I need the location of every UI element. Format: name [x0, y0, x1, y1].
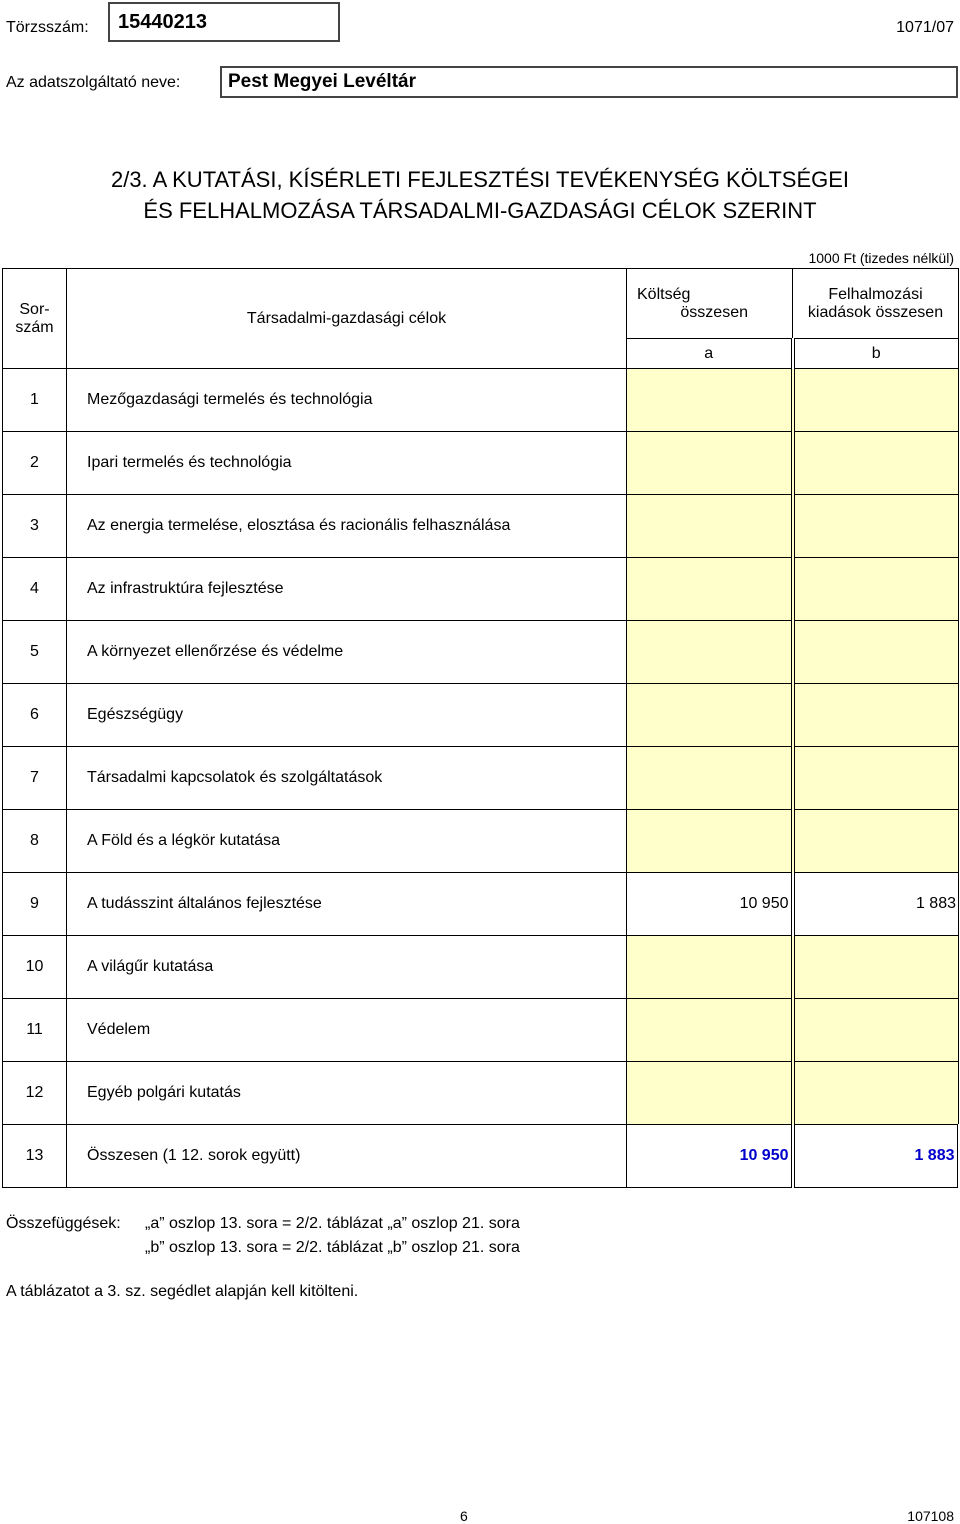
cell-col-a[interactable] — [627, 999, 793, 1062]
page-number: 6 — [460, 1508, 468, 1524]
table-row — [3, 999, 959, 1062]
cell-col-a[interactable]: 10 950 — [627, 873, 793, 936]
table-row — [3, 936, 959, 999]
row-label: Védelem — [67, 999, 627, 1062]
row-label: Az infrastruktúra fejlesztése — [67, 558, 627, 621]
header-col-b: Felhalmozási kiadások összesen — [793, 269, 959, 339]
row-number: 8 — [3, 810, 67, 873]
table-row — [3, 684, 959, 747]
row-number: 7 — [3, 747, 67, 810]
row-number: 6 — [3, 684, 67, 747]
relation-1: „a” oszlop 13. sora = 2/2. táblázat „a” oszlop 21. sora — [145, 1215, 520, 1232]
table-row — [3, 1062, 959, 1125]
unit-note: 1000 Ft (tizedes nélkül) — [808, 250, 954, 266]
cell-col-a[interactable] — [627, 621, 793, 684]
cell-col-a[interactable] — [627, 558, 793, 621]
table-row — [3, 810, 959, 873]
cell-col-a[interactable]: 10 950 — [627, 1125, 793, 1188]
row-label: A tudásszint általános fejlesztése — [67, 873, 627, 936]
torzsszam-label: Törzsszám: — [6, 19, 89, 36]
cell-col-a[interactable] — [627, 1062, 793, 1125]
row-number: 1 — [3, 369, 67, 432]
header-col-b-letter: b — [793, 339, 959, 369]
table-row — [3, 432, 959, 495]
row-label: A világűr kutatása — [67, 936, 627, 999]
cell-col-b[interactable]: 1 883 — [793, 873, 959, 936]
row-number: 10 — [3, 936, 67, 999]
cell-col-b[interactable] — [793, 621, 959, 684]
cell-col-b[interactable] — [793, 1062, 959, 1125]
header-col-a: Költség összesen — [627, 269, 793, 339]
provider-label: Az adatszolgáltató neve: — [6, 74, 181, 91]
table-row — [3, 1125, 959, 1188]
cell-col-b[interactable]: 1 883 — [793, 1125, 959, 1188]
cell-col-b[interactable] — [793, 369, 959, 432]
cell-col-a[interactable] — [627, 747, 793, 810]
row-number: 3 — [3, 495, 67, 558]
row-label: Egyéb polgári kutatás — [67, 1062, 627, 1125]
page-title-line2: ÉS FELHALMOZÁSA TÁRSADALMI-GAZDASÁGI CÉLOK SZERINT — [143, 198, 817, 223]
cell-col-b[interactable] — [793, 684, 959, 747]
relations-label: Összefüggések: — [6, 1215, 121, 1232]
data-table — [2, 268, 960, 1188]
form-code: 1071/07 — [896, 19, 954, 36]
cell-col-b[interactable] — [793, 747, 959, 810]
page-code: 107108 — [907, 1508, 954, 1524]
table-row — [3, 873, 959, 936]
row-number: 11 — [3, 999, 67, 1062]
row-label: Egészségügy — [67, 684, 627, 747]
table-row — [3, 747, 959, 810]
row-number: 13 — [3, 1125, 67, 1188]
cell-col-b[interactable] — [793, 558, 959, 621]
row-label: Mezőgazdasági termelés és technológia — [67, 369, 627, 432]
cell-col-b[interactable] — [793, 495, 959, 558]
torzsszam-field[interactable]: 15440213 — [108, 2, 340, 42]
row-label: Társadalmi kapcsolatok és szolgáltatások — [67, 747, 627, 810]
cell-col-b[interactable] — [793, 936, 959, 999]
row-label: Ipari termelés és technológia — [67, 432, 627, 495]
row-number: 5 — [3, 621, 67, 684]
cell-col-b[interactable] — [793, 432, 959, 495]
page-title-line1: 2/3. A KUTATÁSI, KÍSÉRLETI FEJLESZTÉSI TEVÉKENYSÉG KÖLTSÉGEI — [110, 167, 850, 192]
row-label: Az energia termelése, elosztása és racionális felhasználása — [67, 495, 627, 558]
provider-field[interactable]: Pest Megyei Levéltár — [220, 66, 958, 98]
relation-2: „b” oszlop 13. sora = 2/2. táblázat „b” oszlop 21. sora — [145, 1239, 520, 1256]
table-row — [3, 495, 959, 558]
table-row — [3, 369, 959, 432]
row-number: 12 — [3, 1062, 67, 1125]
cell-col-a[interactable] — [627, 369, 793, 432]
table-row — [3, 558, 959, 621]
cell-col-b[interactable] — [793, 810, 959, 873]
row-label: A Föld és a légkör kutatása — [67, 810, 627, 873]
row-number: 9 — [3, 873, 67, 936]
cell-col-a[interactable] — [627, 810, 793, 873]
header-col-a-letter: a — [627, 339, 793, 369]
cell-col-a[interactable] — [627, 495, 793, 558]
cell-col-a[interactable] — [627, 684, 793, 747]
cell-col-a[interactable] — [627, 432, 793, 495]
row-number: 2 — [3, 432, 67, 495]
row-number: 4 — [3, 558, 67, 621]
header-goal: Társadalmi-gazdasági célok — [67, 269, 627, 369]
cell-col-a[interactable] — [627, 936, 793, 999]
row-label: A környezet ellenőrzése és védelme — [67, 621, 627, 684]
cell-col-b[interactable] — [793, 999, 959, 1062]
fill-note: A táblázatot a 3. sz. segédlet alapján kell kitölteni. — [6, 1283, 359, 1300]
row-label: Összesen (1 12. sorok együtt) — [67, 1125, 627, 1188]
table-row — [3, 621, 959, 684]
header-sorszam: Sor- szám — [3, 269, 67, 369]
